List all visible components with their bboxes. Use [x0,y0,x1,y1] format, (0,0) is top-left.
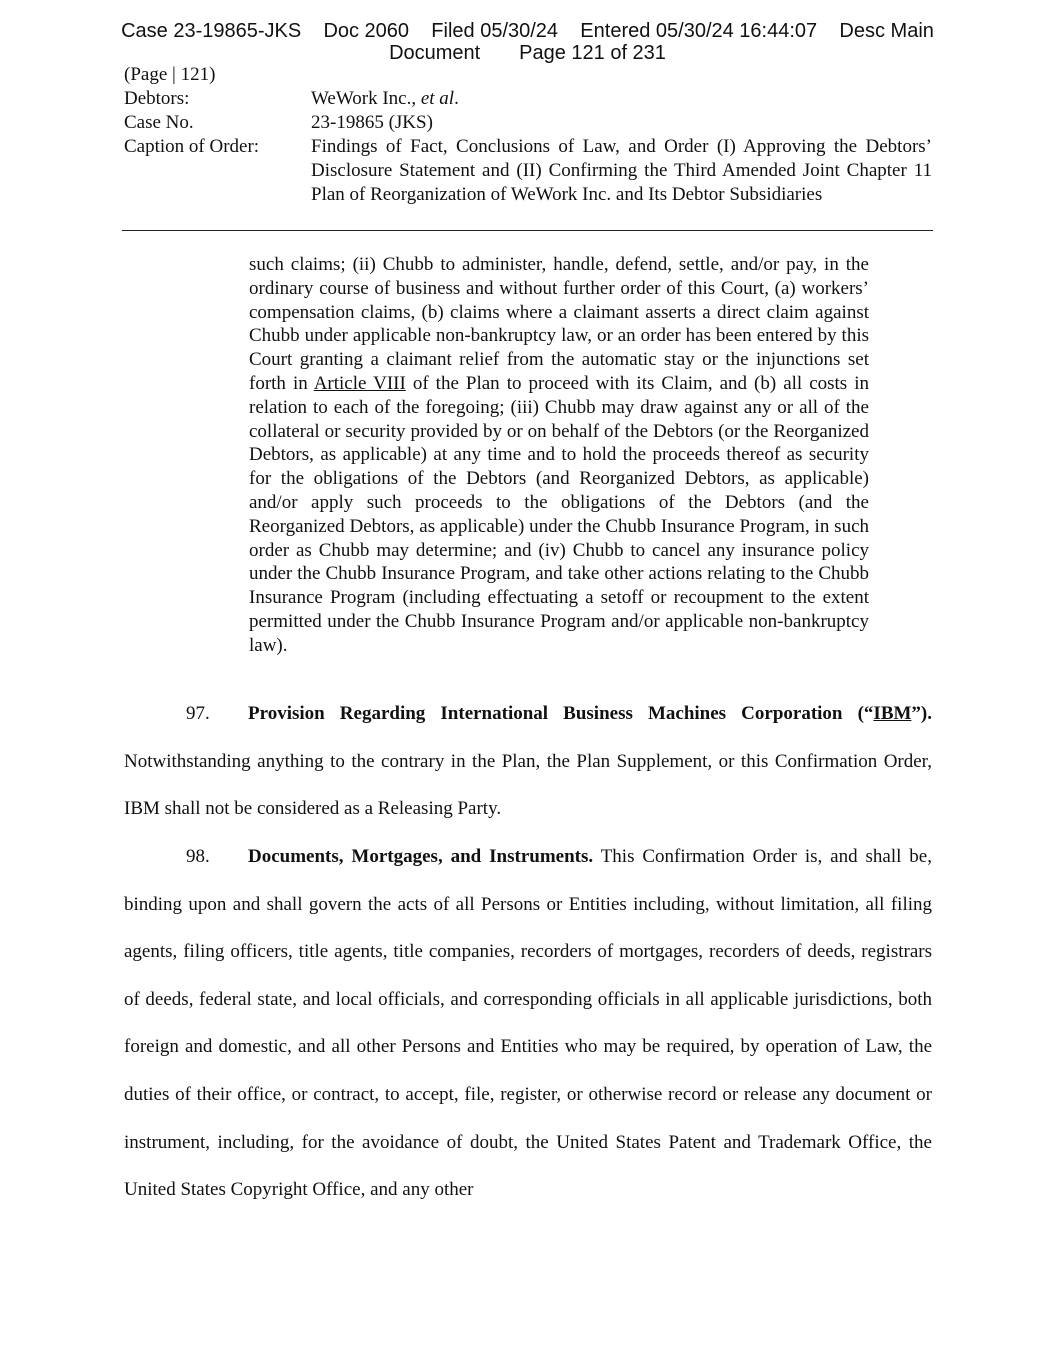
caption-label: Caption of Order: [124,136,260,157]
caption-value: Findings of Fact, Conclusions of Law, and Order (I) Approving the Debtors’ Disclosure Statement and (II) Confirming the Third Amended Joint Chapter 11 Plan of Reorganization of WeWork Inc. and Its Debtor Subsidiaries [311,136,932,205]
stamp-case: Case 23-19865-JKS [121,20,302,42]
debtors-period: . [454,88,459,109]
stamp-filed: Filed 05/30/24 [431,20,559,42]
stamp-desc: Desc Main [839,20,934,42]
page-ref-row [124,63,932,87]
stamp-document: Document [389,42,481,64]
debtors-name: WeWork Inc., [311,88,417,109]
header-divider [122,230,933,231]
paragraph-97-number: 97. [186,703,210,724]
debtors-etal: et al [420,88,455,109]
block-quote-text-2: of the Plan to proceed with its Claim, and (b) all costs in relation to each of the foregoing; (iii) Chubb may draw against any or all of the collateral or security provided by or on behalf of the Debtors (or the Reorganized Debtors, as applicable) at any time and to hold the proceeds thereof as security for the obligations of the Debtors (and Reorganized Debtors, as applicable) and/or apply such proceeds to the obligations of the Debtors (and the Reorganized Debtors, as applicable) under the Chubb Insurance Program, in such order as Chubb may determine; and (iv) Chubb to cancel any insurance policy under the Chubb Insurance Program, and take other actions relating to the Chubb Insurance Program (including effectuating a setoff or recoupment to the extent permitted under the Chubb Insurance Program and/or applicable non-bankruptcy law). [249,372,869,656]
case-number-row [124,111,932,135]
ibm-defined-term: IBM [873,703,912,724]
debtors-row [124,87,932,111]
block-quote [249,253,869,658]
article-viii-reference: Article VIII [313,372,406,394]
paragraph-98 [124,833,932,1214]
paragraph-97-heading-post: ”). [911,703,932,724]
paragraph-97-heading [248,703,932,724]
page-ref: (Page | 121) [124,64,216,85]
debtors-label: Debtors: [124,88,190,109]
paragraph-98-number: 98. [186,846,210,867]
stamp-line-2 [0,42,1055,64]
paragraph-97-heading-pre: Provision Regarding International Business Machines Corporation (“ [248,703,874,724]
stamp-line-1 [0,20,1055,42]
paragraph-97-body: Notwithstanding anything to the contrary in the Plan, the Plan Supplement, or this Confirmation Order, IBM shall not be considered as a Releasing Party. [124,750,932,820]
case-caption-header [124,63,932,207]
paragraph-98-heading: Documents, Mortgages, and Instruments. [248,846,594,867]
stamp-entered: Entered 05/30/24 16:44:07 [580,20,818,42]
paragraph-97 [124,690,932,833]
stamp-page: Page 121 of 231 [519,42,666,64]
paragraph-97-text [124,690,932,833]
debtors-value [311,87,932,111]
paragraph-98-text [124,833,932,1214]
case-number-value: 23-19865 (JKS) [311,112,433,133]
block-quote-text-1: such claims; (ii) Chubb to administer, handle, defend, settle, and/or pay, in the ordinary course of business and without further order of this Court, (a) workers’ compensation claims, (b) claims where a claimant asserts a direct claim against Chubb under applicable non-bankruptcy law, or an order has been entered by this Court granting a claimant relief from the automatic stay or the injunctions set forth in [249,254,869,394]
paragraph-98-body: This Confirmation Order is, and shall be, binding upon and shall govern the acts of all Persons or Entities including, without limitation, all filing agents, filing officers, title agents, title companies, recorders of mortgages, recorders of deeds, registrars of deeds, federal state, and local officials, and corresponding officials in all applicable jurisdictions, both foreign and domestic, and all other Persons and Entities who may be required, by operation of Law, the duties of their office, or contract, to accept, file, register, or otherwise record or release any document or instrument, including, for the avoidance of doubt, the United States Patent and Trademark Office, the United States Copyright Office, and any other [124,846,932,1201]
court-filing-stamp [0,20,1055,64]
caption-row [124,135,932,207]
case-number-label: Case No. [124,112,194,133]
stamp-doc: Doc 2060 [323,20,410,42]
